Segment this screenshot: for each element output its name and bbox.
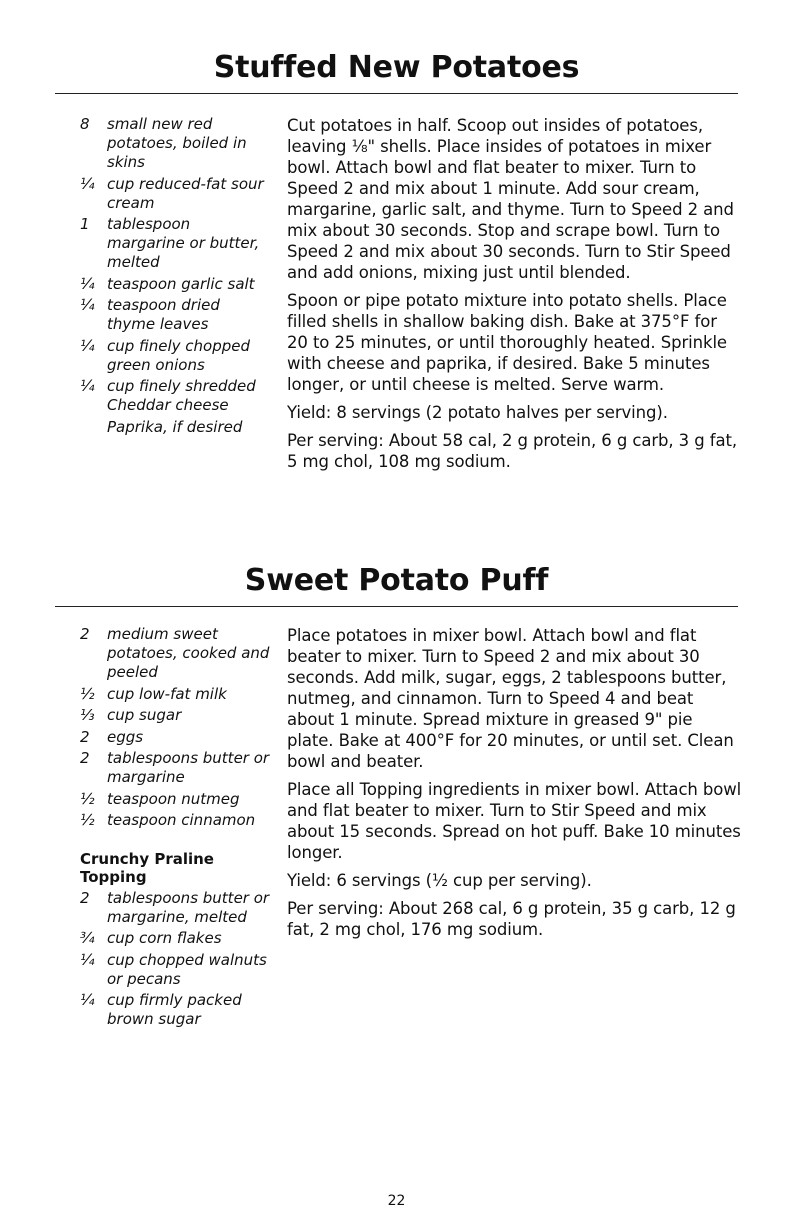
ingredient-qty: ¼	[80, 950, 95, 969]
ingredient-qty: ¼	[80, 296, 95, 314]
ingredient-text: teaspoon nutmeg	[107, 789, 240, 808]
ingredient-item	[80, 790, 270, 809]
ingredient-text: tablespoons butter or margarine	[107, 749, 270, 786]
ingredient-item	[80, 337, 270, 375]
ingredient-item	[80, 749, 270, 787]
ingredient-qty: 2	[80, 888, 90, 907]
ingredient-qty: ⅓	[80, 706, 95, 724]
ingredient-text: cup finely chopped green onions	[107, 336, 251, 374]
ingredient-qty: 8	[80, 115, 90, 133]
topping-heading-item	[80, 850, 270, 886]
ingredient-text: cup sugar	[107, 706, 182, 724]
ingredient-qty: ½	[80, 811, 95, 829]
ingredient-text: small new red potatoes, boiled in skins	[107, 115, 247, 171]
ingredient-text: cup chopped walnuts or pecans	[107, 950, 267, 988]
ingredient-text: cup finely shredded Cheddar cheese	[107, 377, 256, 414]
ingredient-text: Paprika, if desired	[107, 417, 243, 436]
ingredient-text: teaspoon garlic salt	[107, 274, 255, 293]
ingredient-item	[80, 625, 270, 682]
ingredient-item	[80, 889, 270, 927]
ingredient-item	[80, 175, 270, 213]
ingredient-text: cup corn flakes	[107, 929, 222, 947]
ingredient-qty: ¼	[80, 274, 95, 293]
ingredient-qty: ¼	[80, 174, 95, 193]
direction-paragraph: Cut potatoes in half. Scoop out insides of potatoes, leaving ⅛" shells. Place insides of potatoes in mixer bowl. Attach bowl and flat beater to mixer. Turn to Speed 2 and mix about 1 minute. Add sour cream, margarine, garlic salt, and thyme. Turn to Speed 2 and mix about 30 seconds. Stop and scrape bowl. Turn to Speed 2 and mix about 30 seconds. Turn to Stir Speed and add onions, mixing just until blended.	[287, 116, 734, 282]
ingredient-item	[80, 418, 270, 437]
ingredient-qty: ¼	[80, 991, 95, 1009]
direction-paragraph: Spoon or pipe potato mixture into potato shells. Place filled shells in shallow baking dish. Bake at 375°F for 20 to 25 minutes, or until thoroughly heated. Sprinkle with cheese and paprika, if desired. Bake 5 minutes longer, or until cheese is melted. Serve warm.	[287, 291, 727, 394]
ingredient-text: eggs	[107, 727, 144, 746]
title-divider	[55, 606, 738, 607]
ingredient-qty: 1	[80, 215, 90, 233]
ingredient-qty: ½	[80, 789, 95, 808]
ingredient-list	[80, 625, 270, 1032]
ingredient-item	[80, 215, 270, 272]
direction-paragraph: Place all Topping ingredients in mixer bowl. Attach bowl and flat beater to mixer. Turn to Stir Speed and mix about 15 seconds. Spread on hot puff. Bake 10 minutes longer.	[287, 780, 742, 862]
ingredient-item	[80, 929, 270, 948]
ingredient-list	[80, 115, 270, 439]
ingredient-qty: 2	[80, 625, 90, 643]
recipe-title: Stuffed New Potatoes	[213, 50, 580, 85]
ingredient-qty: ¾	[80, 929, 95, 947]
ingredient-text: medium sweet potatoes, cooked and peeled	[107, 625, 270, 681]
ingredient-text: cup reduced-fat sour cream	[107, 174, 264, 212]
ingredient-item	[80, 991, 270, 1029]
ingredient-qty: 2	[80, 749, 90, 767]
ingredient-item	[80, 296, 270, 334]
title-divider	[55, 93, 738, 94]
yield-text: Yield: 6 servings (½ cup per serving).	[287, 871, 592, 890]
directions	[287, 115, 742, 479]
ingredient-item	[80, 706, 270, 725]
ingredient-item	[80, 275, 270, 294]
ingredient-qty: 2	[80, 727, 90, 746]
directions	[287, 625, 742, 947]
ingredient-item	[80, 951, 270, 989]
ingredient-text: tablespoons butter or margarine, melted	[107, 888, 270, 926]
topping-heading: Crunchy Praline Topping	[80, 850, 214, 886]
nutrition-text: Per serving: About 268 cal, 6 g protein, 35 g carb, 12 g fat, 2 mg chol, 176 mg sodium.	[287, 899, 736, 939]
nutrition-text: Per serving: About 58 cal, 2 g protein, 6 g carb, 3 g fat, 5 mg chol, 108 mg sodium.	[287, 431, 737, 471]
ingredient-item	[80, 685, 270, 704]
ingredient-qty: ¼	[80, 377, 95, 395]
direction-paragraph: Place potatoes in mixer bowl. Attach bowl and flat beater to mixer. Turn to Speed 2 and mix about 30 seconds. Add milk, sugar, eggs, 2 tablespoons butter, nutmeg, and cinnamon. Turn to Speed 4 and beat about 1 minute. Spread mixture in greased 9" pie plate. Bake at 400°F for 20 minutes, or until set. Clean bowl and beater.	[287, 626, 734, 771]
yield-text: Yield: 8 servings (2 potato halves per serving).	[287, 403, 668, 422]
ingredient-qty: ¼	[80, 336, 95, 355]
ingredient-text: teaspoon cinnamon	[107, 811, 256, 829]
ingredient-item	[80, 811, 270, 830]
ingredient-text: cup low-fat milk	[107, 684, 227, 703]
ingredient-item	[80, 377, 270, 415]
page-number: 22	[387, 1193, 406, 1209]
ingredient-text: teaspoon dried thyme leaves	[107, 296, 220, 333]
ingredient-text: tablespoon margarine or butter, melted	[107, 215, 260, 271]
ingredient-item	[80, 115, 270, 172]
ingredient-item	[80, 728, 270, 747]
recipe-title: Sweet Potato Puff	[244, 563, 549, 598]
ingredient-qty: ½	[80, 684, 95, 703]
ingredient-text: cup firmly packed brown sugar	[107, 991, 242, 1028]
